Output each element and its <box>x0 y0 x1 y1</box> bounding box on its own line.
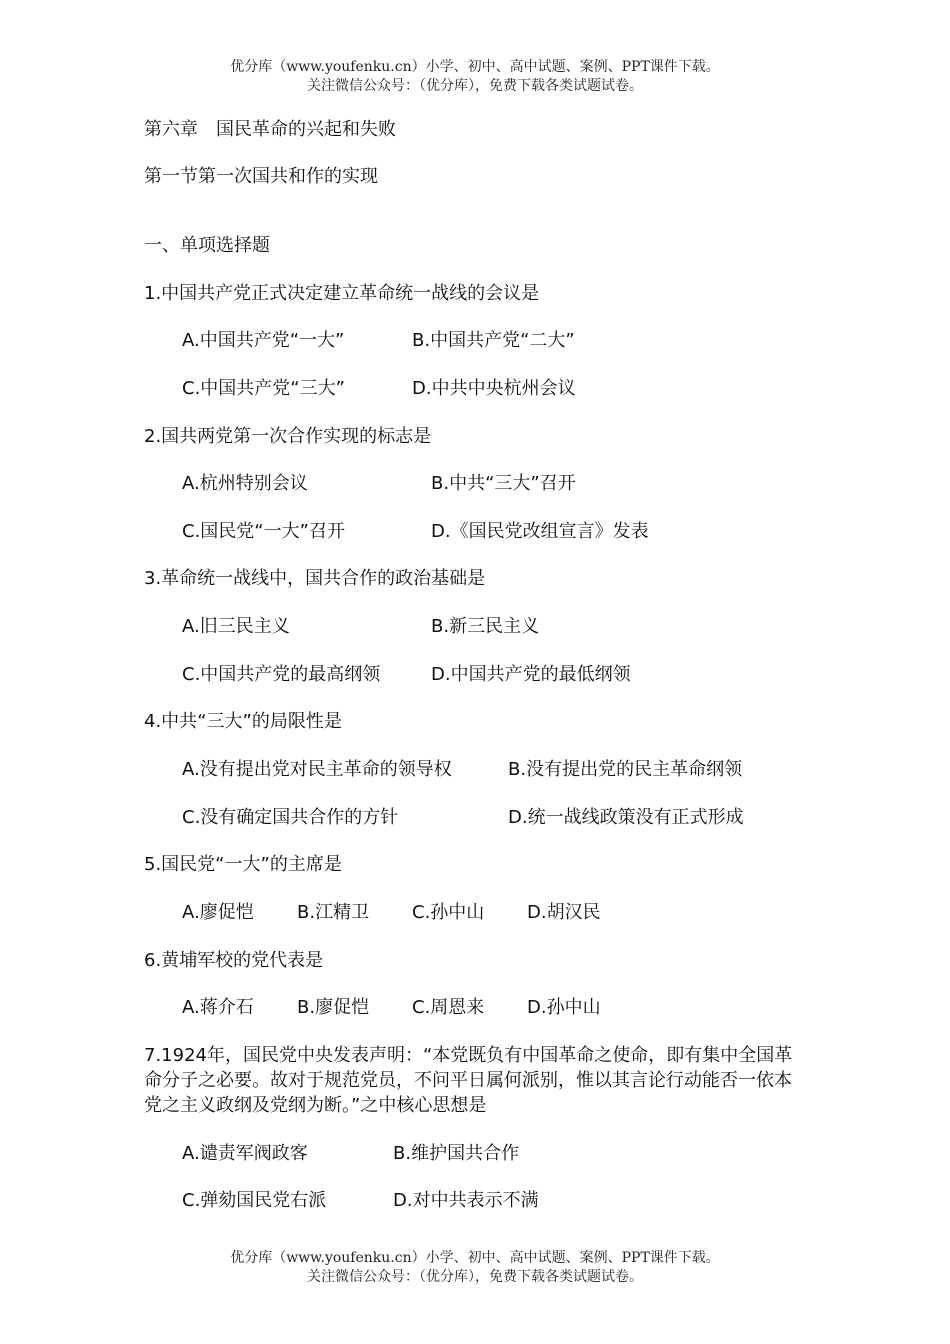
question-6-option-d: D.孙中山 <box>527 997 601 1018</box>
footer-line-1: 优分库（www.youfenku.cn）小学、初中、高中试题、案例、PPT课件下载。 <box>230 1250 720 1266</box>
question-2-option-d: D.《国民党改组宣言》发表 <box>431 521 649 542</box>
page-footer <box>0 1249 950 1287</box>
question-1-stem: 1.中国共产党正式决定建立革命统一战线的会议是 <box>144 283 540 304</box>
page-header <box>0 58 950 96</box>
question-7-option-a: A.谴责军阀政客 <box>182 1143 308 1164</box>
question-3-option-a: A.旧三民主义 <box>182 616 290 637</box>
question-4-option-c: C.没有确定国共合作的方针 <box>182 807 399 828</box>
question-3-option-d: D.中国共产党的最低纲领 <box>431 664 631 685</box>
question-7-option-c: C.弹劾国民党右派 <box>182 1190 327 1211</box>
question-7-option-d: D.对中共表示不满 <box>393 1190 539 1211</box>
question-7-stem: 7.1924年，国民党中央发表声明：“本党既负有中国革命之使命，即有集中全国革命分子之必要。故对于规范党员，不问平日属何派别，惟以其言论行动能否一依本党之主义政纲及党纲为断。”之中核心思想是 <box>144 1045 793 1116</box>
question-6-option-b: B.廖促恺 <box>297 997 370 1018</box>
question-6-stem: 6.黄埔军校的党代表是 <box>144 950 324 971</box>
question-2-option-b: B.中共“三大”召开 <box>431 473 576 494</box>
question-3-stem: 3.革命统一战线中，国共合作的政治基础是 <box>144 568 486 589</box>
question-1-option-a: A.中国共产党“一大” <box>182 330 345 351</box>
question-5-option-b: B.江精卫 <box>297 902 370 923</box>
question-5-option-c: C.孙中山 <box>412 902 485 923</box>
question-1-option-b: B.中国共产党“二大” <box>412 330 575 351</box>
question-4-option-d: D.统一战线政策没有正式形成 <box>508 807 744 828</box>
header-line-2: 关注微信公众号：（优分库），免费下载各类试题试卷。 <box>307 78 643 94</box>
question-2-stem: 2.国共两党第一次合作实现的标志是 <box>144 426 432 447</box>
question-4-stem: 4.中共“三大”的局限性是 <box>144 711 342 732</box>
question-6-option-c: C.周恩来 <box>412 997 485 1018</box>
chapter-title: 第六章 国民革命的兴起和失败 <box>144 119 396 140</box>
question-5-option-d: D.胡汉民 <box>527 902 601 923</box>
question-1-option-c: C.中国共产党“三大” <box>182 378 345 399</box>
footer-line-2: 关注微信公众号：（优分库），免费下载各类试题试卷。 <box>307 1269 643 1285</box>
question-2-option-c: C.国民党“一大”召开 <box>182 521 345 542</box>
question-3-option-c: C.中国共产党的最高纲领 <box>182 664 381 685</box>
question-5-stem: 5.国民党“一大”的主席是 <box>144 854 342 875</box>
header-line-1: 优分库（www.youfenku.cn）小学、初中、高中试题、案例、PPT课件下载。 <box>230 59 720 75</box>
section-title: 第一节第一次国共和作的实现 <box>144 166 378 187</box>
question-4-option-b: B.没有提出党的民主革命纲领 <box>508 759 743 780</box>
question-2-option-a: A.杭州特别会议 <box>182 473 308 494</box>
part-title: 一、单项选择题 <box>144 235 270 256</box>
question-5-option-a: A.廖促恺 <box>182 902 254 923</box>
question-4-option-a: A.没有提出党对民主革命的领导权 <box>182 759 452 780</box>
question-1-option-d: D.中共中央杭州会议 <box>412 378 576 399</box>
question-3-option-b: B.新三民主义 <box>431 616 540 637</box>
question-7-option-b: B.维护国共合作 <box>393 1143 520 1164</box>
question-6-option-a: A.蒋介石 <box>182 997 254 1018</box>
